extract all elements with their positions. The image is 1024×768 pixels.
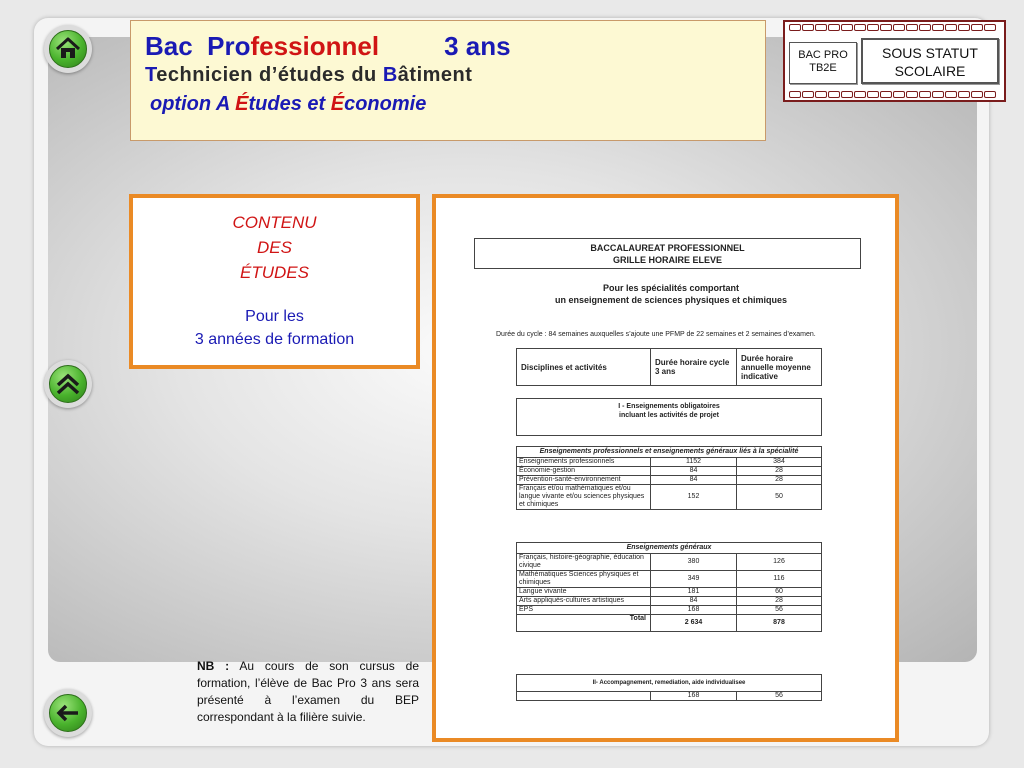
table-row: Français, histoire-géographie, éducation civique 380 126 bbox=[517, 554, 821, 571]
table-row: Langue vivante 181 60 bbox=[517, 588, 821, 597]
table-row: Prévention-santé-environnement 84 28 bbox=[517, 476, 821, 485]
doc-section-2: II- Accompagnement, remediation, aide individualisee 168 56 bbox=[516, 674, 822, 701]
title-line-3: option A Études et Économie bbox=[150, 93, 427, 115]
contenu-box[interactable] bbox=[129, 194, 420, 369]
table-row: Français et/ou mathématiques et/ou langue vivante et/ou sciences physiques et chimiques 152 50 bbox=[519, 485, 783, 508]
doc-grid-generaux: Enseignements généraux Français, histoire-géographie, éducation civique 380 126 Mathématiques Sciences physiques et chimiques 349 116 Langue vivante 181 60 Arts appliqués-cultures artistiques 84 28 EPS 168 56 Total 2 634 878 bbox=[516, 542, 822, 632]
title-line-2: Technicien d’études du Bâtiment bbox=[145, 64, 473, 86]
bac-pro-badge: BAC PRO TB2E bbox=[789, 42, 857, 84]
home-icon bbox=[49, 30, 87, 68]
table-row: 168 56 bbox=[517, 692, 821, 700]
up-button[interactable] bbox=[44, 360, 92, 408]
title-box bbox=[130, 20, 766, 141]
doc-grid-professionnel: Enseignements professionnels et enseignements généraux liés à la spécialité Enseignements professionnels 1152 384 Économie-gestion 84 28 Prévention-santé-environnement 84 28 Français et/ou mathématiques et/ou langue vivante et/ou sciences physiques et chimiques 152 50 bbox=[516, 446, 822, 510]
doc-section-1: I - Enseignements obligatoires incluant les activités de projet bbox=[516, 398, 822, 436]
doc-duree: Durée du cycle : 84 semaines auxquelles s’ajoute une PFMP de 22 semaines et 2 semaines d’examen. bbox=[496, 331, 816, 338]
table-row-total: Total 2 634 878 bbox=[517, 615, 821, 631]
table-row: Économie-gestion 84 28 bbox=[517, 467, 821, 476]
document-image bbox=[432, 194, 899, 742]
status-badge bbox=[783, 20, 1006, 102]
title-line-1: Bac Professionnel 3 ans bbox=[145, 31, 511, 61]
badge-border-bottom bbox=[789, 91, 996, 98]
badge-border-top bbox=[789, 24, 996, 31]
doc-column-headers: Disciplines et activités Durée horaire cycle 3 ans Durée horaire annuelle moyenne indicative bbox=[516, 348, 822, 386]
statut-badge: SOUS STATUT SCOLAIRE bbox=[861, 38, 999, 84]
table-row: Mathématiques Sciences physiques et chimiques 349 116 bbox=[517, 571, 821, 588]
table-row: Arts appliqués-cultures artistiques 84 28 bbox=[517, 597, 821, 606]
back-button[interactable] bbox=[44, 689, 92, 737]
contenu-title: CONTENU DES ÉTUDES bbox=[232, 213, 317, 282]
table-row: Enseignements professionnels 1152 384 bbox=[517, 458, 821, 467]
table-row: EPS 168 56 bbox=[517, 606, 821, 615]
nb-note: NB : Au cours de son cursus de formation, l’élève de Bac Pro 3 ans sera présenté à l’examen du BEP correspondant à la filière suivie. bbox=[197, 659, 420, 724]
doc-header: BACCALAUREAT PROFESSIONNEL GRILLE HORAIRE ELEVE bbox=[474, 238, 861, 269]
contenu-subtitle: Pour les 3 années de formation bbox=[194, 308, 355, 348]
doc-subtitle: Pour les spécialités comportant un enseignement de sciences physiques et chimiques bbox=[554, 283, 788, 305]
arrow-left-icon bbox=[49, 694, 87, 732]
double-chevron-up-icon bbox=[49, 365, 87, 403]
home-button[interactable] bbox=[44, 25, 92, 73]
